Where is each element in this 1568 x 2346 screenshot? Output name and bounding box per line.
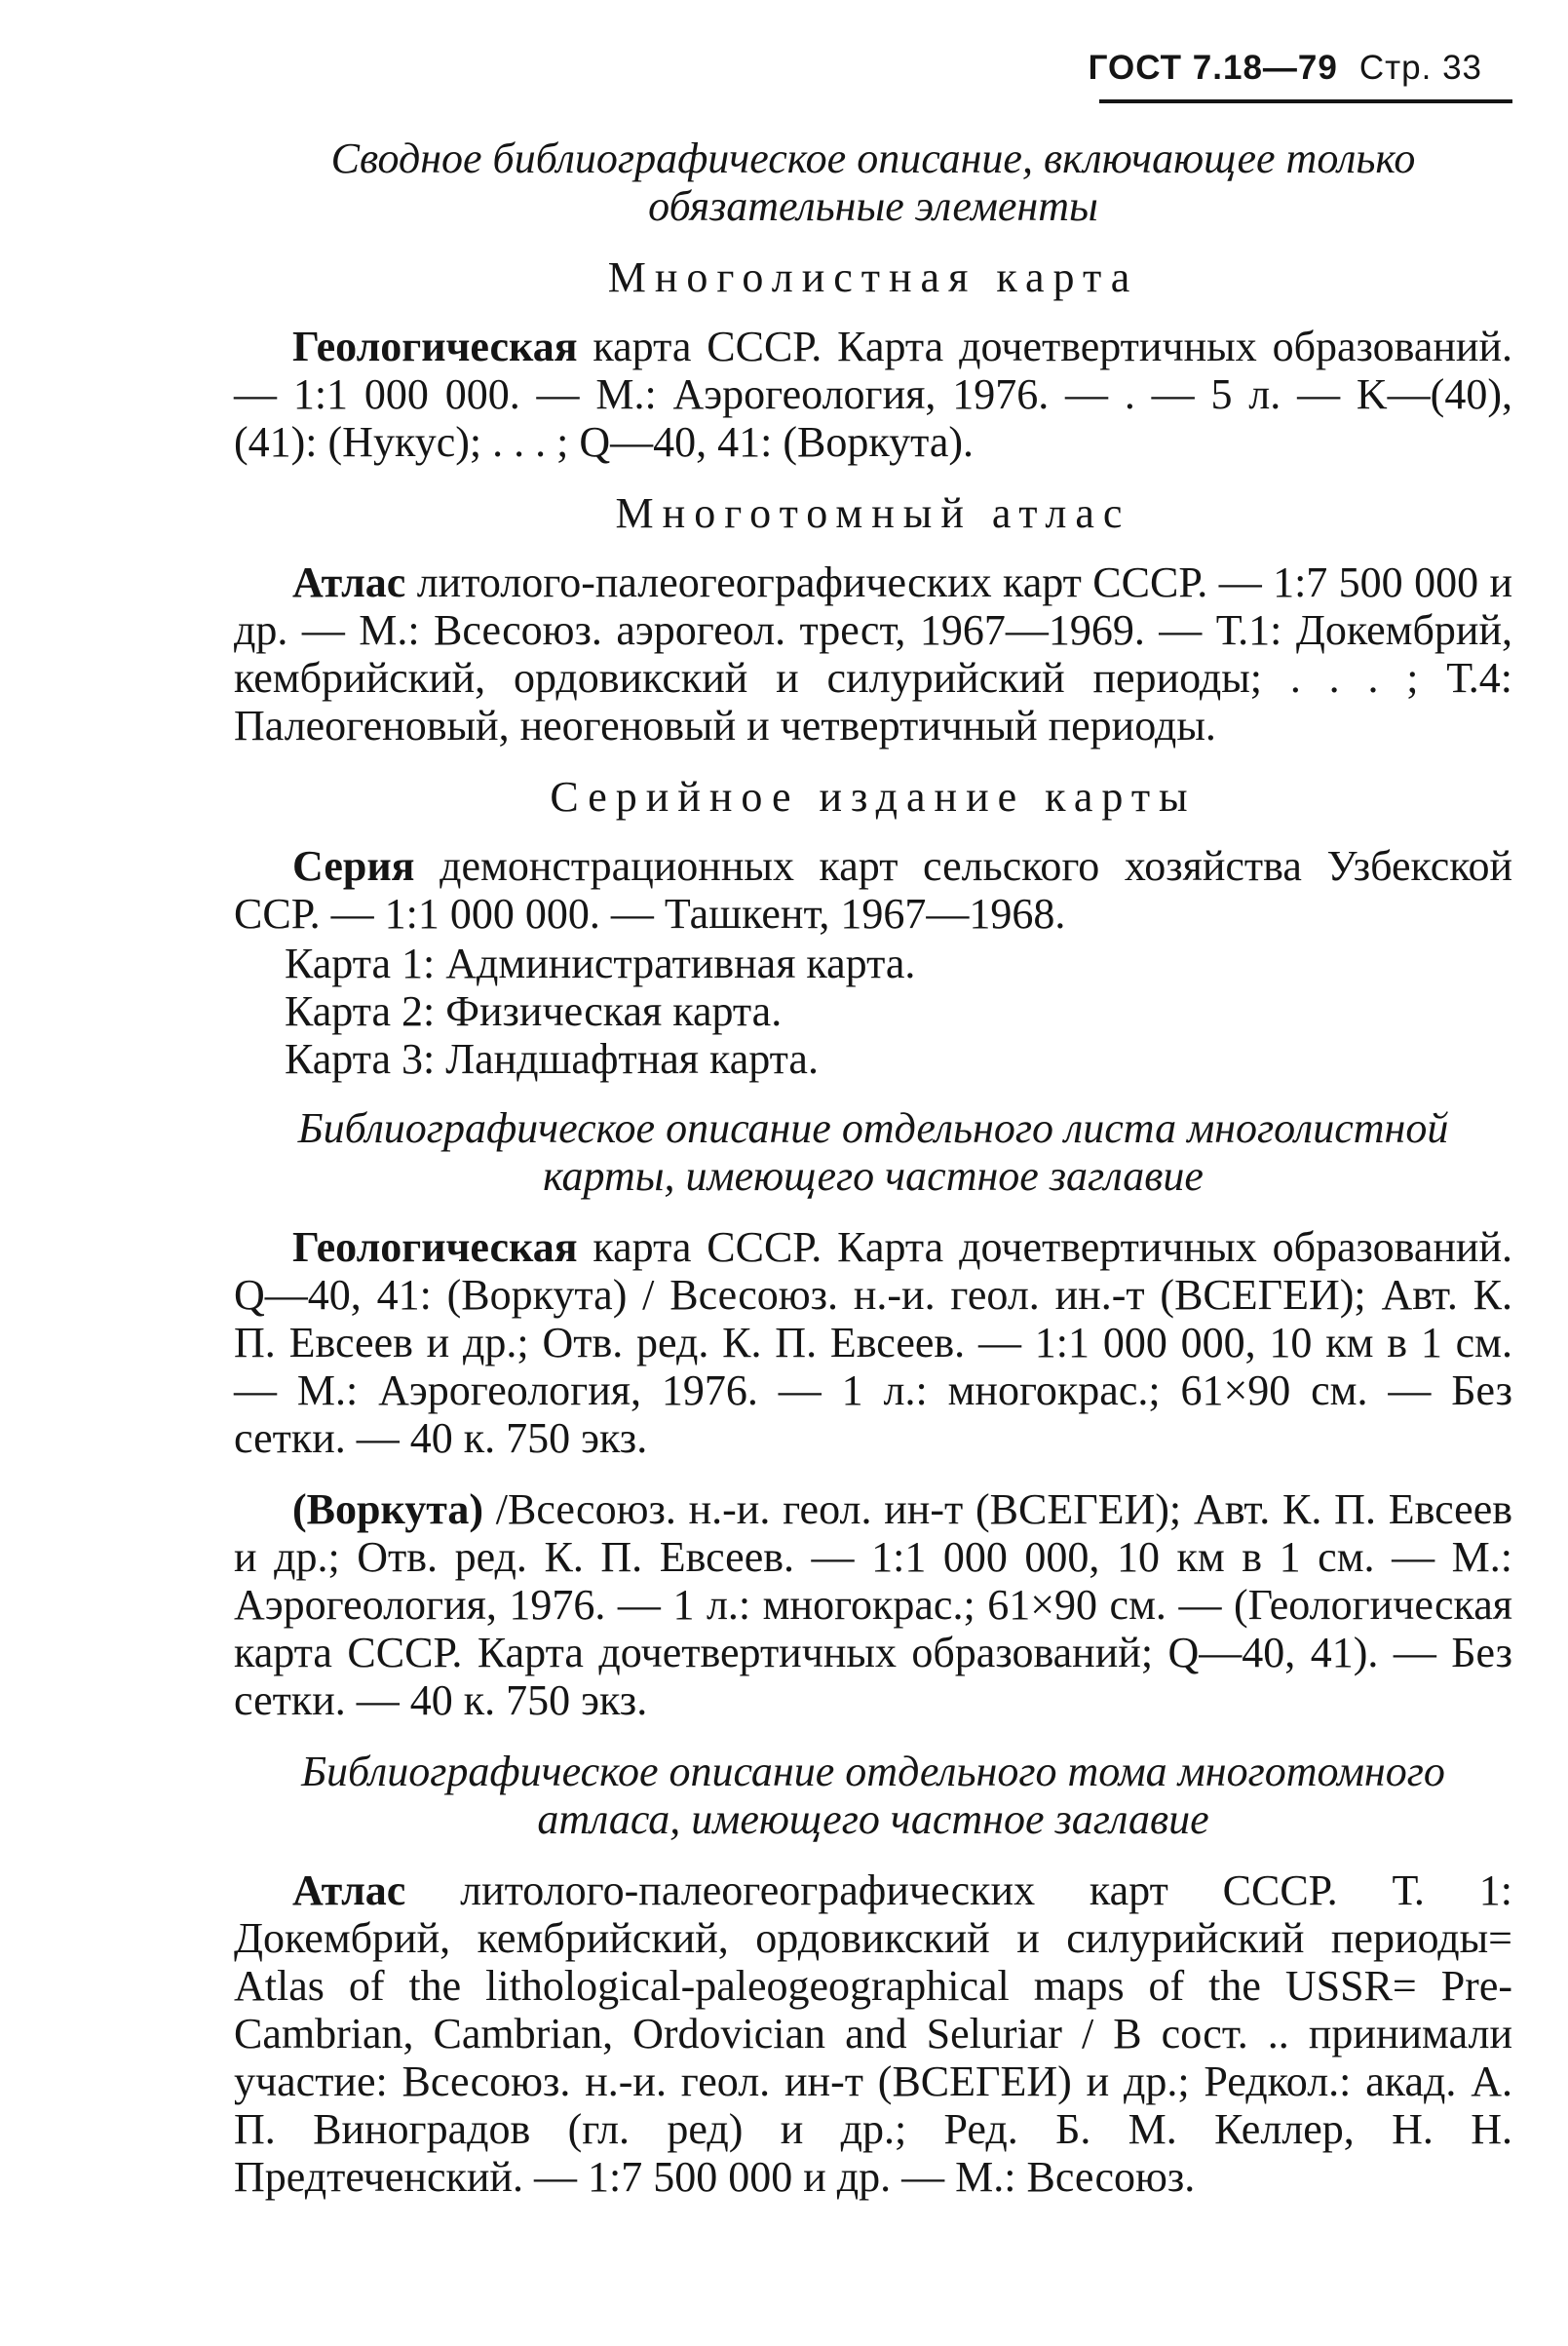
entry-text: литолого-палеогеографических карт СССР. Т. 1: Докембрий, кембрийский, ордовикский и силурийский периоды= Atlas of the lithological-paleogeographical maps of the USSR= Pre-Cambrian, Cambrian, Ordovician and Seluriar / В сост. .. принимали участие: Всесоюз. н.-и. геол. ин-т (ВСЕГЕИ) и др.; Редкол.: акад. А. П. Виноградов (гл. ред) и др.; Ред. Б. М. Келлер, Н. Н. Предтеченский. — 1:7 500 000 и др. — М.: Всесоюз. <box>234 1866 1512 2201</box>
list-item: Карта 2: Физическая карта. <box>285 987 783 1035</box>
entry-text: карта СССР. Карта дочетвертичных образований. Q—40, 41: (Воркута) / Всесоюз. н.-и. геол. ин.-т (ВСЕГЕИ); Авт. К. П. Евсеев и др.; Отв. ред. К. П. Евсеев. — 1:1 000 000, 10 км в 1 см. — М.: Аэрогеология, 1976. — 1 л.: многокрас.; 61×90 см. — Без сетки. — 40 к. 750 экз. <box>234 1223 1512 1462</box>
entry-atlas <box>234 558 1512 750</box>
entry-text: литолого-палеогеографических карт СССР. — 1:7 500 000 и др. — М.: Всесоюз. аэрогеол. трест, 1967—1969. — Т.1: Докембрий, кембрийский, ордовикский и силурийский периоды; . . . ; Т.4: Палеогеновый, неогеновый и четвертичный периоды. <box>234 558 1512 750</box>
entry-vorkuta <box>234 1485 1512 1724</box>
entry-heading: Атлас <box>292 1866 406 1914</box>
entry-geological-map <box>234 323 1512 466</box>
section-heading-single-sheet: Библиографическое описание отдельного листа многолистной карты, имеющего частное заглавие <box>297 1104 1449 1200</box>
subheading-multisheet-map: Многолистная карта <box>607 253 1139 301</box>
standard-code: ГОСТ 7.18—79 <box>1088 49 1338 87</box>
entry-heading: (Воркута) <box>292 1485 484 1533</box>
entry-heading: Атлас <box>292 558 406 606</box>
header-rule <box>1099 99 1512 103</box>
entry-text: демонстрационных карт сельского хозяйства Узбекской ССР. — 1:1 000 000. — Ташкент, 1967—1968. <box>234 842 1512 938</box>
section-heading-single-volume: Библиографическое описание отдельного тома многотомного атласа, имеющего частное заглавие <box>301 1748 1445 1843</box>
series-map-list <box>285 940 1512 1083</box>
entry-atlas-volume <box>234 1866 1512 2201</box>
page-header <box>1089 49 1482 88</box>
page-body <box>234 135 1512 2224</box>
page-number: Стр. 33 <box>1358 49 1482 87</box>
entry-text: карта СССР. Карта дочетвертичных образований. — 1:1 000 000. — М.: Аэрогеология, 1976. — . — 5 л. — K—(40), (41): (Нукус); . . . ; Q—40, 41: (Воркута). <box>234 323 1512 466</box>
list-item: Карта 3: Ландшафтная карта. <box>285 1035 819 1083</box>
entry-heading: Геологическая <box>292 1223 578 1271</box>
entry-series <box>234 842 1512 938</box>
entry-text: /Всесоюз. н.-и. геол. ин-т (ВСЕГЕИ); Авт. К. П. Евсеев и др.; Отв. ред. К. П. Евсеев. — 1:1 000 000, 10 км в 1 см. — М.: Аэрогеология, 1976. — 1 л.: многокрас.; 61×90 см. — (Геологическая карта СССР. Карта дочетвертичных образований; Q—40, 41). — Без сетки. — 40 к. 750 экз. <box>234 1485 1512 1724</box>
list-item: Карта 1: Административная карта. <box>285 940 916 987</box>
subheading-multivolume-atlas: Многотомный атлас <box>615 489 1131 537</box>
entry-heading: Геологическая <box>292 323 578 370</box>
section-heading-summary: Сводное библиографическое описание, включающее только обязательные элементы <box>330 135 1416 230</box>
entry-geological-sheet <box>234 1223 1512 1462</box>
entry-heading: Серия <box>292 842 415 890</box>
subheading-serial-map: Серийное издание карты <box>550 773 1197 821</box>
